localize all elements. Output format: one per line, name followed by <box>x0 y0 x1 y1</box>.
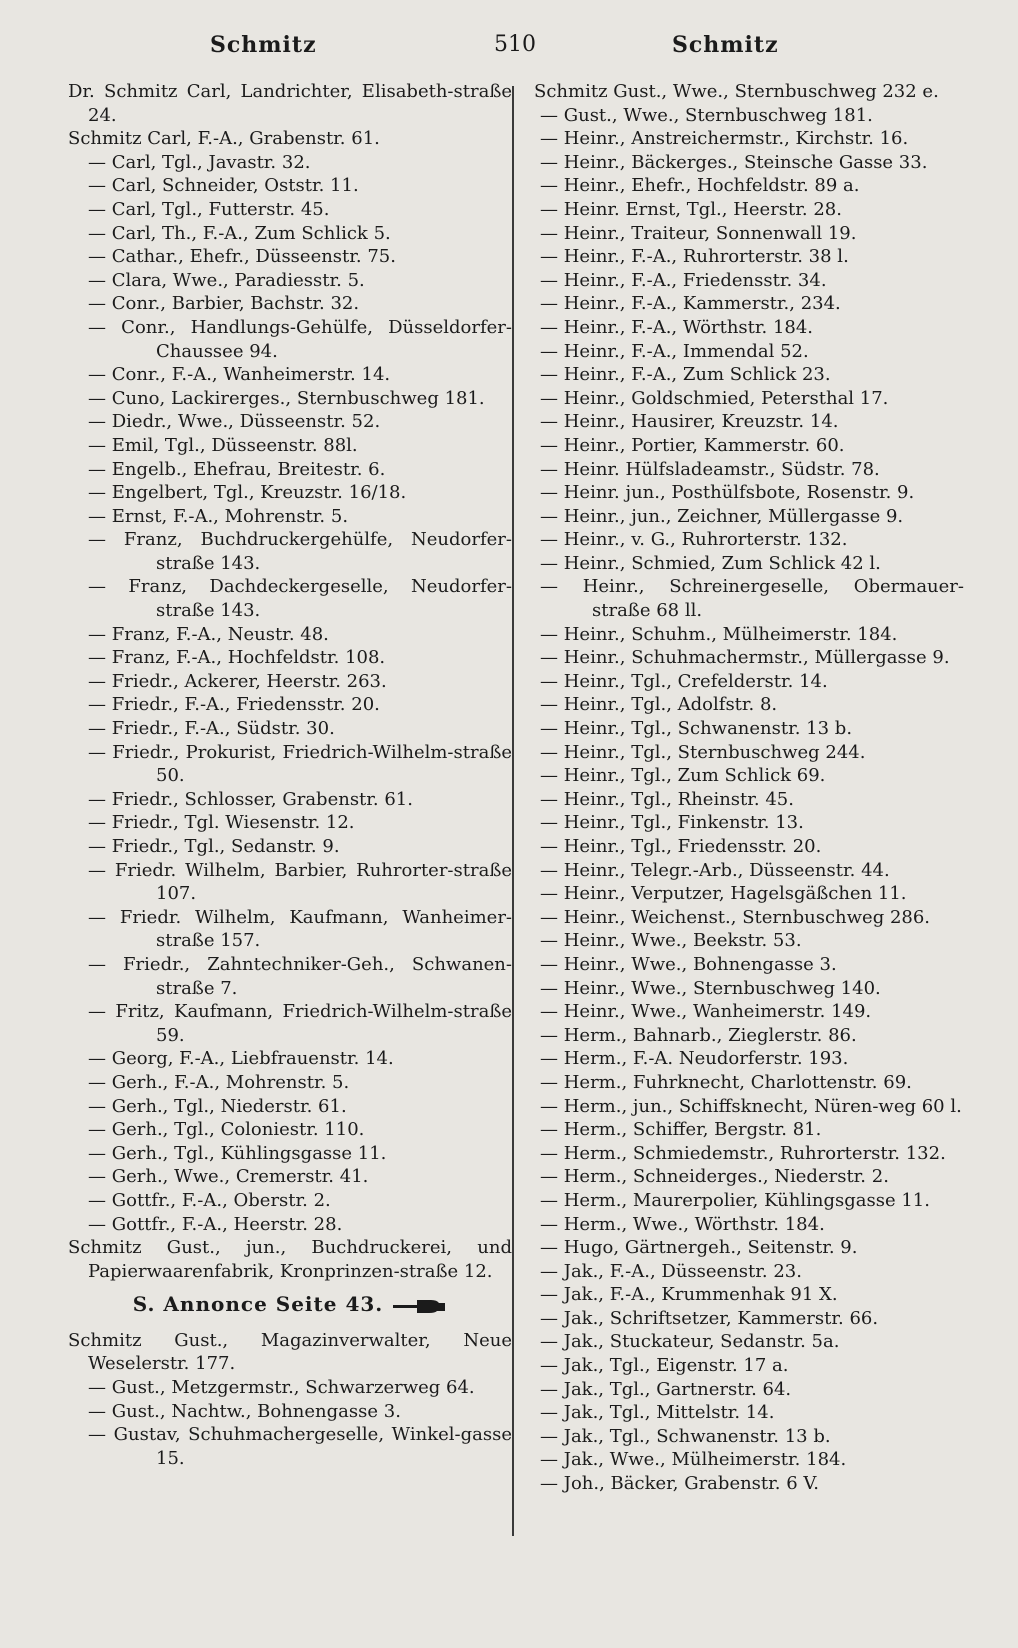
directory-entry: — Heinr., F.-A., Kammerstr., 234. <box>540 293 841 315</box>
header-surname-right: Schmitz <box>672 32 779 58</box>
directory-entry: Schmitz Carl, F.-A., Grabenstr. 61. <box>68 128 380 150</box>
directory-entry: — Heinr., Tgl., Crefelderstr. 14. <box>540 670 828 692</box>
directory-entry: — Carl, Tgl., Javastr. 32. <box>88 151 311 173</box>
annonce-notice <box>68 1293 512 1317</box>
page-header <box>0 26 1018 66</box>
directory-entry: — Engelbert, Tgl., Kreuzstr. 16/18. <box>88 482 407 504</box>
directory-entry: — Friedr., Ackerer, Heerstr. 263. <box>88 670 387 692</box>
directory-entry: — Herm., Schmiedemstr., Ruhrorterstr. 132. <box>540 1142 946 1164</box>
directory-entry: — Heinr., Tgl., Finkenstr. 13. <box>540 812 804 834</box>
directory-entry: — Friedr., Tgl. Wiesenstr. 12. <box>88 812 355 834</box>
directory-entry: — Gerh., Tgl., Coloniestr. 110. <box>88 1119 365 1141</box>
directory-entry: — Herm., F.-A. Neudorferstr. 193. <box>540 1048 849 1070</box>
directory-entry: — Heinr. Hülfsladeamstr., Südstr. 78. <box>540 458 880 480</box>
directory-entry: — Heinr., F.-A., Wörthstr. 184. <box>540 316 814 338</box>
directory-entry: — Heinr., Schuhm., Mülheimerstr. 184. <box>540 623 898 645</box>
directory-entry: — Conr., F.-A., Wanheimerstr. 14. <box>88 364 391 386</box>
directory-entry: — Hugo, Gärtnergeh., Seitenstr. 9. <box>540 1237 858 1259</box>
directory-entry: — Friedr. Wilhelm, Barbier, Ruhrorter-straße 107. <box>88 859 512 905</box>
directory-entry: — Heinr., Tgl., Adolfstr. 8. <box>540 694 778 716</box>
directory-entry: — Carl, Tgl., Futterstr. 45. <box>88 198 330 220</box>
directory-entry: — Gust., Metzgermstr., Schwarzerweg 64. <box>88 1377 475 1399</box>
directory-entry: — Carl, Schneider, Oststr. 11. <box>88 175 359 197</box>
directory-entry: — Heinr., Verputzer, Hagelsgäßchen 11. <box>540 883 907 905</box>
pointing-hand-icon <box>391 1297 447 1315</box>
header-surname-left: Schmitz <box>210 32 317 58</box>
directory-entry: — Heinr., F.-A., Zum Schlick 23. <box>540 364 831 386</box>
directory-entry: — Herm., Schneiderges., Niederstr. 2. <box>540 1166 889 1188</box>
directory-entry: — Herm., Schiffer, Bergstr. 81. <box>540 1119 822 1141</box>
directory-entry: — Gerh., Wwe., Cremerstr. 41. <box>88 1166 369 1188</box>
directory-entry: — Conr., Barbier, Bachstr. 32. <box>88 293 360 315</box>
directory-entry: — Heinr., Hausirer, Kreuzstr. 14. <box>540 411 839 433</box>
directory-entry: — Conr., Handlungs-Gehülfe, Düsseldorfer-Chaussee 94. <box>88 316 512 362</box>
directory-entry: Schmitz Gust., jun., Buchdruckerei, und Papierwaarenfabrik, Kronprinzen-straße 12. <box>68 1237 512 1282</box>
directory-entry: — Heinr., Weichenst., Sternbuschweg 286. <box>540 906 931 928</box>
directory-entry: — Gottfr., F.-A., Heerstr. 28. <box>88 1213 343 1235</box>
directory-entry: — Heinr. Ernst, Tgl., Heerstr. 28. <box>540 198 842 220</box>
directory-entry: — Heinr., Schuhmachermstr., Müllergasse 9. <box>540 647 950 669</box>
directory-entry: — Gerh., Tgl., Niederstr. 61. <box>88 1095 347 1117</box>
directory-entry: — Gerh., Tgl., Kühlingsgasse 11. <box>88 1142 387 1164</box>
left-column <box>68 80 512 1470</box>
directory-entry: — Heinr., Bäckerges., Steinsche Gasse 33. <box>540 151 928 173</box>
directory-entry: — Heinr., Wwe., Bohnengasse 3. <box>540 953 837 975</box>
directory-entry: — Cuno, Lackirerges., Sternbuschweg 181. <box>88 387 485 409</box>
directory-entry: — Joh., Bäcker, Grabenstr. 6 V. <box>540 1473 819 1495</box>
directory-entry: — Jak., Tgl., Gartnerstr. 64. <box>540 1378 792 1400</box>
directory-entry: Schmitz Gust., Magazinverwalter, Neue Weselerstr. 177. <box>68 1329 512 1375</box>
directory-entry: — Heinr., jun., Zeichner, Müllergasse 9. <box>540 505 904 527</box>
directory-entry: — Heinr., Tgl., Friedensstr. 20. <box>540 836 822 857</box>
directory-entry: — Franz, F.-A., Neustr. 48. <box>88 623 329 645</box>
directory-entry: — Friedr., F.-A., Südstr. 30. <box>88 718 335 740</box>
directory-entry: — Ernst, F.-A., Mohrenstr. 5. <box>88 505 349 527</box>
directory-entry: — Heinr. jun., Posthülfsbote, Rosenstr. 9. <box>540 482 915 504</box>
column-divider <box>512 86 514 1536</box>
directory-entry: — Heinr., Wwe., Sternbuschweg 140. <box>540 977 881 999</box>
directory-entry: — Friedr., F.-A., Friedensstr. 20. <box>88 694 380 716</box>
directory-entry: — Friedr., Schlosser, Grabenstr. 61. <box>88 788 413 810</box>
directory-entry: — Friedr. Wilhelm, Kaufmann, Wanheimer-straße 157. <box>88 906 512 952</box>
directory-entry: — Jak., F.-A., Krummenhak 91 X. <box>540 1284 838 1306</box>
directory-entry: Dr. Schmitz Carl, Landrichter, Elisabeth-straße 24. <box>68 81 512 126</box>
directory-entry: — Heinr., Traiteur, Sonnenwall 19. <box>540 222 857 244</box>
directory-entry: — Friedr., Zahntechniker-Geh., Schwanen-straße 7. <box>88 953 512 999</box>
directory-entry: — Gustav, Schuhmachergeselle, Winkel-gasse 15. <box>88 1424 512 1469</box>
directory-entry: — Jak., Stuckateur, Sedanstr. 5a. <box>540 1331 840 1353</box>
directory-entry: — Gottfr., F.-A., Oberstr. 2. <box>88 1189 331 1211</box>
directory-entry: — Jak., F.-A., Düsseenstr. 23. <box>540 1260 802 1282</box>
directory-entry: — Heinr., v. G., Ruhrorterstr. 132. <box>540 529 848 551</box>
directory-entry: — Heinr., F.-A., Immendal 52. <box>540 340 809 362</box>
directory-entry: — Engelb., Ehefrau, Breitestr. 6. <box>88 458 386 480</box>
directory-entry: — Clara, Wwe., Paradiesstr. 5. <box>88 269 365 291</box>
directory-entry: — Heinr., Tgl., Sternbuschweg 244. <box>540 741 866 763</box>
directory-entry: — Heinr., Schreinergeselle, Obermauer-straße 68 ll. <box>540 576 964 622</box>
directory-entry: — Friedr., Prokurist, Friedrich-Wilhelm-straße 50. <box>88 741 512 787</box>
directory-entry: — Gust., Wwe., Sternbuschweg 181. <box>540 104 873 126</box>
directory-entry: — Franz, Buchdruckergehülfe, Neudorfer-straße 143. <box>88 529 512 574</box>
directory-entry: — Diedr., Wwe., Düsseenstr. 52. <box>88 411 381 433</box>
directory-entry: — Carl, Th., F.-A., Zum Schlick 5. <box>88 222 391 244</box>
directory-entry: — Heinr., Tgl., Schwanenstr. 13 b. <box>540 718 853 740</box>
directory-entry: — Herm., Maurerpolier, Kühlingsgasse 11. <box>540 1189 930 1211</box>
directory-entry: — Herm., Bahnarb., Zieglerstr. 86. <box>540 1024 857 1046</box>
directory-entry: — Fritz, Kaufmann, Friedrich-Wilhelm-straße 59. <box>88 1001 512 1046</box>
directory-entry: — Cathar., Ehefr., Düsseenstr. 75. <box>88 246 396 268</box>
directory-entry: — Heinr., Anstreichermstr., Kirchstr. 16. <box>540 128 909 150</box>
directory-entry: — Georg, F.-A., Liebfrauenstr. 14. <box>88 1048 394 1070</box>
directory-entry: — Gerh., F.-A., Mohrenstr. 5. <box>88 1071 350 1093</box>
page-number: 510 <box>494 32 536 57</box>
directory-entry: — Emil, Tgl., Düsseenstr. 88l. <box>88 434 358 456</box>
directory-entry: — Jak., Wwe., Mülheimerstr. 184. <box>540 1449 847 1471</box>
directory-entry: — Franz, F.-A., Hochfeldstr. 108. <box>88 647 386 669</box>
directory-entry: — Heinr., Tgl., Rheinstr. 45. <box>540 788 794 810</box>
right-column <box>534 80 964 1496</box>
directory-entry: — Heinr., Tgl., Zum Schlick 69. <box>540 765 826 787</box>
annonce-text: S. Annonce Seite 43. <box>132 1292 384 1317</box>
directory-entry: — Herm., jun., Schiffsknecht, Nüren-weg 60 l. <box>540 1095 962 1117</box>
directory-entry: — Heinr., Goldschmied, Petersthal 17. <box>540 387 889 409</box>
directory-entry: — Heinr., F.-A., Friedensstr. 34. <box>540 269 827 291</box>
directory-entry: — Heinr., Telegr.-Arb., Düsseenstr. 44. <box>540 859 890 881</box>
directory-entry: Schmitz Gust., Wwe., Sternbuschweg 232 e. <box>534 81 939 102</box>
directory-entry: — Gust., Nachtw., Bohnengasse 3. <box>88 1400 401 1422</box>
directory-entry: — Herm., Fuhrknecht, Charlottenstr. 69. <box>540 1071 912 1093</box>
directory-entry: — Jak., Schriftsetzer, Kammerstr. 66. <box>540 1307 879 1329</box>
directory-entry: — Jak., Tgl., Eigenstr. 17 a. <box>540 1355 789 1377</box>
directory-entry: — Jak., Tgl., Schwanenstr. 13 b. <box>540 1425 831 1447</box>
directory-entry: — Heinr., Schmied, Zum Schlick 42 l. <box>540 552 881 574</box>
directory-entry: — Heinr., Wwe., Beekstr. 53. <box>540 930 802 952</box>
directory-entry: — Herm., Wwe., Wörthstr. 184. <box>540 1213 825 1235</box>
directory-entry: — Heinr., Wwe., Wanheimerstr. 149. <box>540 1001 872 1023</box>
directory-entry: — Franz, Dachdeckergeselle, Neudorfer-straße 143. <box>88 576 512 622</box>
directory-entry: — Friedr., Tgl., Sedanstr. 9. <box>88 836 340 857</box>
directory-entry: — Heinr., Portier, Kammerstr. 60. <box>540 434 845 456</box>
directory-entry: — Jak., Tgl., Mittelstr. 14. <box>540 1402 775 1424</box>
directory-entry: — Heinr., Ehefr., Hochfeldstr. 89 a. <box>540 175 860 197</box>
directory-entry: — Heinr., F.-A., Ruhrorterstr. 38 l. <box>540 246 849 268</box>
